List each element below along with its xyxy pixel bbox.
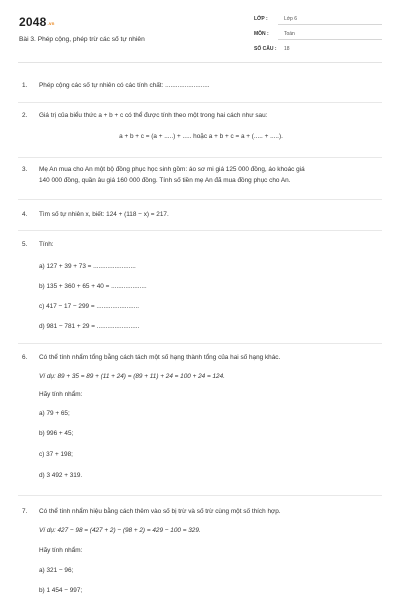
question-6 (22, 353, 380, 365)
sub-item-a: a) 79 + 65; (39, 410, 70, 417)
meta-count-label: SỐ CÂU : (254, 46, 277, 52)
divider (18, 495, 382, 496)
meta-class-label: LỚP : (254, 16, 268, 22)
divider (18, 343, 382, 344)
meta-divider (278, 24, 382, 25)
divider (18, 102, 382, 103)
page-title: Bài 3. Phép cộng, phép trừ các số tự nhiên (19, 36, 145, 43)
question-5 (22, 240, 380, 252)
sub-item-a: a) 321 − 96; (39, 567, 74, 574)
site-logo[interactable] (19, 15, 55, 29)
header-separator (18, 62, 382, 63)
example: Ví dụ: 89 + 35 = 89 + (11 + 24) = (89 + 11) + 24 = 100 + 24 = 124. (39, 373, 225, 380)
question-text-line-1: Mẹ An mua cho An một bộ đồng phục học sinh gồm: áo sơ mi giá 125 000 đồng, áo khoác giá (39, 166, 305, 173)
sub-item-b: b) 996 + 45; (39, 430, 74, 437)
prompt: Hãy tính nhẩm: (39, 547, 83, 554)
question-number: 3. (22, 166, 28, 173)
question-text: Có thể tính nhẩm tổng bằng cách tách một số hạng thành tổng của hai số hạng khác. (39, 354, 281, 361)
question-number: 2. (22, 112, 28, 119)
divider (18, 230, 382, 231)
page-header (0, 0, 400, 62)
sub-item-d: d) 981 − 781 + 29 = ........................ (39, 323, 140, 330)
question-number: 4. (22, 211, 28, 218)
sub-item-d: d) 3 492 + 319. (39, 472, 83, 479)
formula: a + b + c = (a + .....) + ..... hoặc a + b + c = a + (..... + .....). (119, 133, 283, 140)
logo-domain: .vn (47, 21, 55, 26)
question-2 (22, 111, 380, 145)
sub-item-b: b) 1 454 − 997; (39, 587, 83, 594)
question-7 (22, 507, 380, 519)
question-3 (22, 165, 380, 187)
question-4 (22, 210, 380, 222)
divider (18, 157, 382, 158)
meta-subject-label: MÔN : (254, 31, 269, 37)
sub-item-c: c) 417 − 17 − 299 = ........................ (39, 303, 139, 310)
question-text: Có thể tính nhẩm hiệu bằng cách thêm vào số bị trừ và số trừ cùng một số thích hợp. (39, 508, 281, 515)
question-number: 5. (22, 241, 28, 248)
sub-item-a: a) 127 + 39 + 73 = ........................ (39, 263, 136, 270)
question-text: Tính: (39, 241, 54, 248)
question-1 (22, 81, 380, 93)
question-text: Giá trị của biểu thức a + b + c có thể được tính theo một trong hai cách như sau: (39, 112, 268, 119)
prompt: Hãy tính nhẩm: (39, 391, 83, 398)
meta-count-value: 18 (284, 46, 290, 52)
meta-divider (278, 39, 382, 40)
question-number: 1. (22, 82, 28, 89)
sub-item-c: c) 37 + 198; (39, 451, 73, 458)
question-text-line-2: 140 000 đồng, quần âu giá 160 000 đồng. Tính số tiền mẹ An đã mua đồng phục cho An. (39, 177, 291, 184)
sub-item-b: b) 135 + 360 + 65 + 40 = .................... (39, 283, 147, 290)
question-text: Tìm số tự nhiên x, biết: 124 + (118 − x) = 217. (39, 211, 169, 218)
question-number: 7. (22, 508, 28, 515)
question-text: Phép cộng các số tự nhiên có các tính chất: ......................... (39, 82, 210, 89)
meta-class-value: Lớp 6 (284, 16, 298, 22)
logo-text: 2048 (19, 15, 47, 29)
meta-subject-value: Toán (284, 31, 295, 37)
example: Ví dụ: 427 − 98 = (427 + 2) − (98 + 2) = 429 − 100 = 329. (39, 527, 201, 534)
question-number: 6. (22, 354, 28, 361)
divider (18, 199, 382, 200)
